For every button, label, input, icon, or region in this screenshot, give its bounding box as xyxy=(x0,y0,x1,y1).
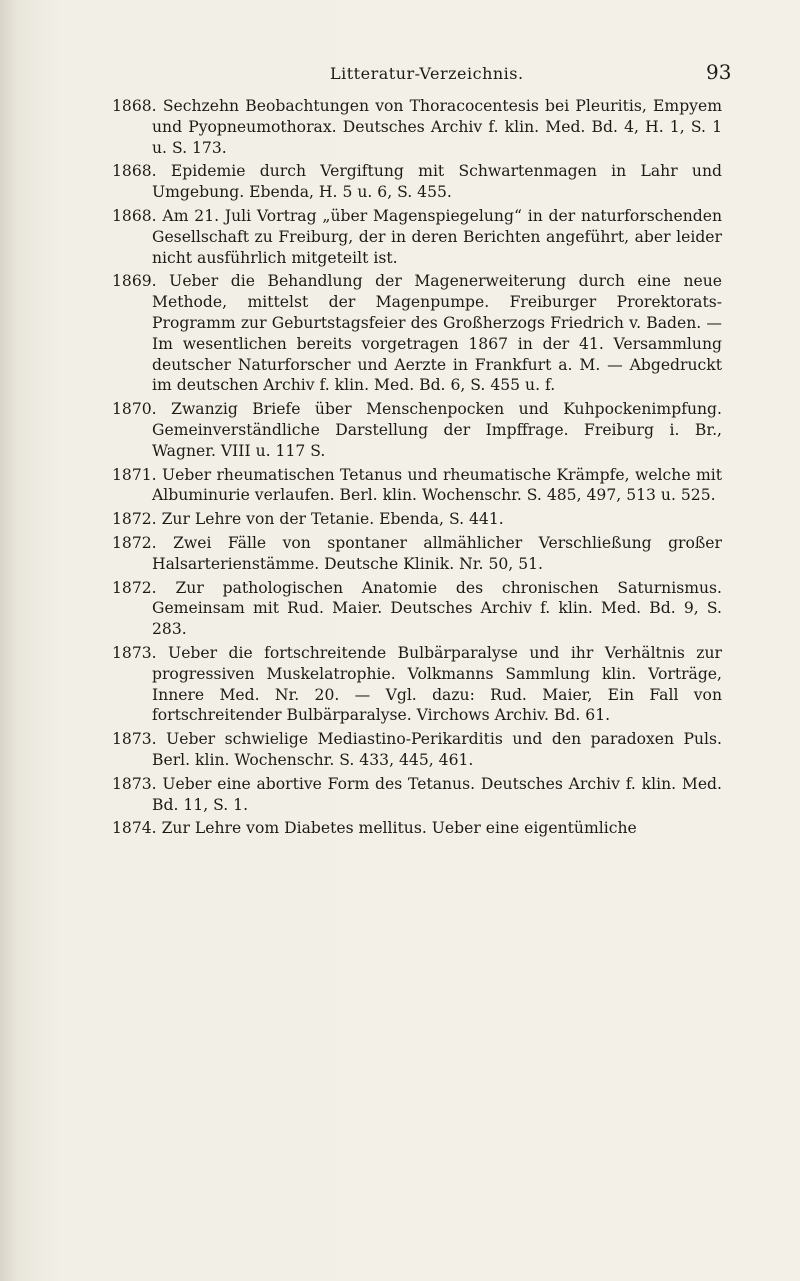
running-title: Litteratur-Verzeichnis. xyxy=(330,64,524,83)
page-number: 93 xyxy=(706,60,732,84)
bibliography-entry: 1868. Epidemie durch Vergiftung mit Schwartenmagen in Lahr und Umgebung. Ebenda, H. 5 u. 6, S. 455. xyxy=(112,162,722,202)
bibliography-entry: 1873. Ueber schwielige Mediastino-Perikarditis und den paradoxen Puls. Berl. klin. Wochenschr. S. 433, 445, 461. xyxy=(112,730,722,769)
bibliography-entry: 1868. Am 21. Juli Vortrag „über Magenspiegelung“ in der naturforschenden Gesellschaft zu Freiburg, der in deren Berichten angeführt, aber leider nicht ausführlich mitgeteilt ist. xyxy=(112,206,722,267)
bibliography-entry: 1868. Sechzehn Beobachtungen von Thoracocentesis bei Pleuritis, Empyem und Pyopneumothorax. Deutsches Archiv f. klin. Med. Bd. 4, H. 1, S. 1 u. S. 173. xyxy=(112,97,722,157)
bibliography-entry: 1871. Ueber rheumatischen Tetanus und rheumatische Krämpfe, welche mit Albuminurie verlaufen. Berl. klin. Wochenschr. S. 485, 497, 513 u. 525. xyxy=(112,465,722,505)
bibliography-entry: 1870. Zwanzig Briefe über Menschenpocken und Kuhpockenimpfung. Gemeinverständliche Darstellung der Impffrage. Freiburg i. Br., Wagner. VIII u. 117 S. xyxy=(112,400,722,460)
bibliography-entry: 1872. Zur Lehre von der Tetanie. Ebenda, S. 441. xyxy=(112,510,504,529)
page-header xyxy=(0,56,800,86)
bibliography-entry: 1873. Ueber eine abortive Form des Tetanus. Deutsches Archiv f. klin. Med. Bd. 11, S. 1. xyxy=(112,774,722,814)
bibliography-entry: 1869. Ueber die Behandlung der Magenerweiterung durch eine neue Methode, mittelst der Magenpumpe. Freiburger Prorektorats-Programm zur Geburtstagsfeier des Großherzogs Friedrich v. Baden. — Im wesentlichen bereits vorgetragen 1867 in der 41. Versammlung deutscher Naturforscher und Aerzte in Frankfurt a. M. — Abgedruckt im deutschen Archiv f. klin. Med. Bd. 6, S. 455 u. f. xyxy=(112,272,722,395)
bibliography-entry: 1874. Zur Lehre vom Diabetes mellitus. Ueber eine eigentümliche xyxy=(112,819,637,838)
bibliography-entry: 1872. Zwei Fälle von spontaner allmählicher Verschließung großer Halsarterienstämme. Deutsche Klinik. Nr. 50, 51. xyxy=(112,533,722,573)
bibliography-entry: 1872. Zur pathologischen Anatomie des chronischen Saturnismus. Gemeinsam mit Rud. Maier. Deutsches Archiv f. klin. Med. Bd. 9, S. 283. xyxy=(112,578,722,639)
bibliography-list xyxy=(112,96,722,842)
bibliography-entry: 1873. Ueber die fortschreitende Bulbärparalyse und ihr Verhältnis zur progressiven Muskelatrophie. Volkmanns Sammlung klin. Vorträge, Innere Med. Nr. 20. — Vgl. dazu: Rud. Maier, Ein Fall von fortschreitender Bulbärparalyse. Virchows Archiv. Bd. 61. xyxy=(112,643,722,725)
